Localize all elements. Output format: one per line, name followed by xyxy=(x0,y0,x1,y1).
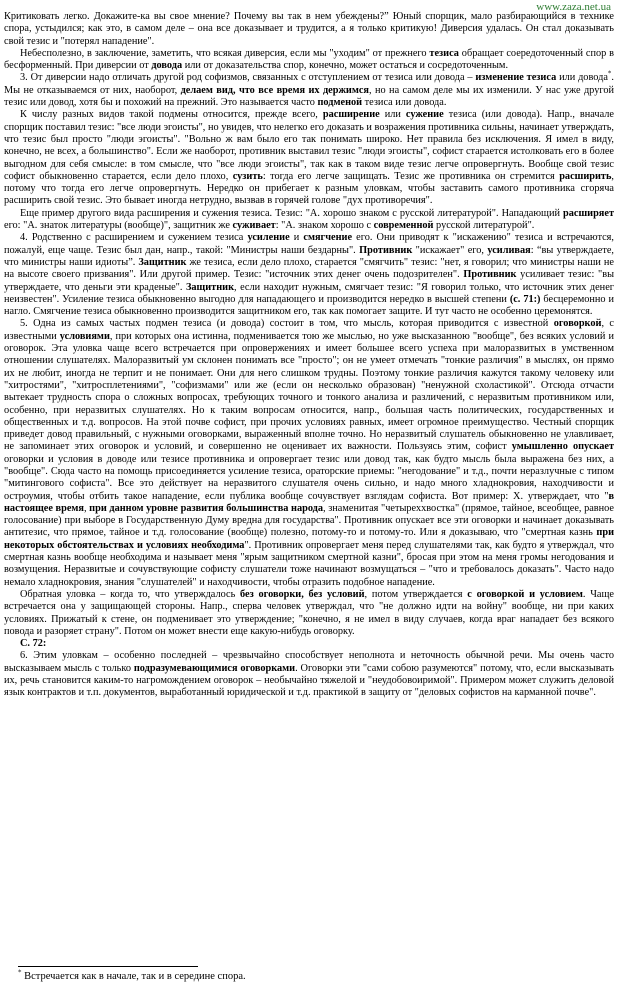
text-run: бесцеремонно и нагло. Смягчение тезиса обыкновенно производится защитником его, так как помогает защите. И тут часто не особенно церемонятся. xyxy=(4,293,614,318)
bold-run: подменой xyxy=(317,97,363,109)
text-run: : “вы утверждаете, что министры наши идиоты”. xyxy=(4,244,614,268)
bold-run: (с. 71:) xyxy=(509,293,541,305)
bold-run: в настоящее время xyxy=(4,490,614,514)
bold-run: делаем вид, что все время их держимся xyxy=(180,84,369,96)
bold-run: Защитник xyxy=(185,281,235,293)
text-run: оговорки и условия в доводе или тезисе противника и опровергает тезис или довод так, как будто мысль была выражена без них, а "вообще". Сюда часто на помощь присоединяется усиление тезиса, ораторские приемы: "негодование" и т.д., почти неразлучные с типом "митингового софиста". Все это действует на неразвитого слушателя очень сильно, и надо много хладнокровия, находчивости и остроумия, чтобы отбить такое нападение, если публика вообще сочувствует взглядам софиста. Вот пример: Х. утверждает, что " xyxy=(4,453,614,502)
paragraph-2 xyxy=(4,72,614,109)
text-run: , при которых она истинна, подменивается тою же мыслью, но уже высказанною "вообще", без всяких условий и оговорок. Эта уловка чаще всего встречается при опровержениях и имеет большее всего успеха при малоразвитых в умственном отношении слушателях. Малоразвитый ум склонен понимать все "просто"; он не умеет отмечать "тонкие различия" в мыслях, он прямо их не любит, иногда не терпит и не понимает. Они для него слишком трудны. Поэтому тонкие различия кажутся такому человеку или "хитростями", "хитросплетениями", "софизмами" или же (если он несколько образован) "ненужной схоластикой". Отсюда отчасти вытекает трудность спора о сложных вопросах, требующих точного и тонкого анализа и различений, с неразвитым противником или, особенно, при неразвитых слушателях. Но к таким вопросам относится, напр., большая часть политических, государственных и общественных и т.д. вопросов. На этой почве софист, при прочих условиях равных, имеет огромное преимущество. Честный спорщик приведет довод правильный, с нужными оговорками, выраженный вполне точно. Но неразвитый слушатель обыкновенно не улавливает, не запоминает этих оговорок и условий, и совершенно не оценивает их важности. Пользуясь этим, софист xyxy=(4,330,614,453)
text-run: . Оговорки эти "сами собою разумеются" потому, что, если высказывать их, речь становится каким-то нагромождением оговорок – необычайно тяжелой и "неудобовоиримой". Примером может служить деловой язык контрактов и т.п. документов, выработанный юридической и т.д. практикой в защиту от "деловых софистов на карманной почве". xyxy=(4,662,615,699)
bold-run: тезиса xyxy=(429,47,459,59)
bold-run: сузить xyxy=(232,170,263,182)
text-run: тезиса (или довода). Напр., вначале спорщик поставил тезис: "все люди эгоисты", но увидев, что нелегко его доказать и возражения противника сильны, начинает утверждать, что тезис был просто "люди эгоисты". "Вольно ж вам было его так понимать широко. Нет правила без исключения. Я имел в виду, конечно, не всех, а большинство". Если же наоборот, противник выставил тезис "люди эгоисты", софист старается истолковать его в более выгодном для себя смысле: в том смысле, что "все люди эгоисты", так как в таком виде тезис легче опровергнуть. Вообще свой тезис софист обыкновенно старается, если дело плохо, xyxy=(4,109,614,182)
text-run: русской литературой". xyxy=(433,220,535,232)
footnote-text: Встречается как в начале, так и в середине спора. xyxy=(21,971,246,982)
paragraph-5 xyxy=(4,232,614,318)
paragraph-3 xyxy=(4,109,614,207)
bold-run: усиливая xyxy=(487,244,531,256)
text-run: Небесполезно, в заключение, заметить, что всякая диверсия, если мы "уходим" от прежнего xyxy=(20,47,430,59)
text-run: или довода xyxy=(556,72,608,84)
footnote-mark: * xyxy=(18,968,22,977)
text-run: его. Они приводят к "искажению" тезиса и встречаются, пожалуй, еще чаще. Тезис был дан, напр., такой: "Министры наши бездарны". xyxy=(4,232,614,256)
page-text xyxy=(4,11,614,700)
text-run: "искажает" его, xyxy=(412,244,488,256)
text-run: , xyxy=(83,502,90,514)
text-run: 3. От диверсии надо отличать другой род софизмов, связанных с отступлением от тезиса или довода – xyxy=(20,72,476,84)
bold-run: без оговорки, без условий xyxy=(240,588,365,600)
text-run: его: "А. знаток литературы (вообще)", защитник же xyxy=(4,220,233,232)
text-run: 6. Этим уловкам – особенно последней – чрезвычайно способствует неполнота и неточность обычной речи. Мы очень часто высказываем мысль с только xyxy=(4,650,614,674)
footnote-ref: * xyxy=(607,70,612,79)
text-run: Еще пример другого вида расширения и сужения тезиса. Тезис: "А. хорошо знаком с русской литературой". Нападающий xyxy=(20,207,563,219)
bold-run: оговоркой xyxy=(553,318,602,330)
bold-run: расширяет xyxy=(563,207,614,219)
text-run: , потом утверждается xyxy=(364,588,468,600)
text-run: же тезиса, если дело плохо, старается "смягчить" тезис: "нет, я говорил; что министры наши не на высоте своего призвания". Или другой пример. Тезис: "источник этих денег очень подозрителен". xyxy=(4,256,614,281)
bold-run: изменение тезиса xyxy=(475,72,557,84)
text-run: или xyxy=(379,109,406,121)
text-run: и xyxy=(289,232,304,244)
text-run: : "А. знаком хорошо с xyxy=(275,220,374,232)
paragraph-9 xyxy=(4,650,614,699)
text-run: . Чаще встречается она у защищающей стороны. Напр., сперва человек утверждал, что "не должно идти на войну" вообще, ни при каких условиях. Прижатый к стене, он подменивает это утверждение; "конечно, я не имел в виду случаев, когда враг нападает без всякого повода и разоряет страну". Потом он может внести еще какую-нибудь оговорку. xyxy=(4,588,614,637)
paragraph-6 xyxy=(4,318,614,589)
bold-run: умышленно опускает xyxy=(511,441,615,453)
paragraph-1 xyxy=(4,48,614,73)
text-run: , знаменитая "четыреххвостка" (прямое, тайное, всеобщее, равное голосование) при выборе в Государственную Думу вредна для государства". Противник опускает все эти оговорки и начинает доказывать антитезис, что прямое, тайное и т.д. голосование (вообще) полезно, потому-то и потому-то. Или я доказываю, что "смертная казнь xyxy=(4,502,614,539)
paragraph-7 xyxy=(4,589,614,638)
text-run: . Мы не отказываемся от них, наоборот, xyxy=(4,72,614,96)
text-run: , потому что тогда его легче опровергнуть. Нередко он прибегает к разным уловкам, чтобы заставить самого противника сгоряча расширить свой тезис. Это бывает иногда нетрудно, вызвав в горячей голове "дух противоречия". xyxy=(4,170,614,207)
text-run: , если находит нужным, смягчает тезис: "Я говорил только, что источник этих денег неизвестен". Усиление тезиса обыкновенно выгодно для нападающего и производится нередко в высшей степени xyxy=(4,281,614,305)
text-run: , с известными xyxy=(4,318,614,342)
text-run: Критиковать легко. Докажите-ка вы свое мнение? Почему вы так в нем убеждены?” Юный спорщик, мало разбирающийся в технике спора, устыдился; как это, в самом деле – она все доказывает и трудится, а я только критикую! Диверсия удалась. Он стал доказывать свой тезис и "потерял нападение". xyxy=(4,11,614,47)
footnote xyxy=(18,968,246,983)
bold-run: с оговоркой и условием xyxy=(467,588,583,600)
bold-run: Защитник xyxy=(138,256,187,268)
text-run: усиливает тезис: "вы утверждаете, что деньги эти краденые". xyxy=(4,269,614,293)
bold-run: подразумевающимися оговорками xyxy=(133,662,296,674)
bold-run: расширить xyxy=(559,170,612,182)
bold-run: сужение xyxy=(405,109,444,121)
text-run: К числу разных видов такой подмены относится, прежде всего, xyxy=(20,109,323,121)
text-run: ". Противник опровергает меня перед слушателями так, как будто я утверждал, что смертная казнь вообще необходима и называет меня "ярым защитником смертной казни", бросая при этом на меня громы негодования и возмущения. Неразвитые и сочувствующие софисту слушатели тоже начинают возмущаться – "что и требовалось доказать". Часто надо немало хладнокровия, знания "слушателей" и находчивости, чтобы отразить подобное нападение. xyxy=(4,539,614,588)
bold-run: Противник xyxy=(359,244,413,256)
bold-run: современной xyxy=(373,220,434,232)
bold-run: условиями xyxy=(59,330,110,342)
site-url: www.zaza.net.ua xyxy=(536,1,611,13)
bold-run: Противник xyxy=(463,269,517,281)
text-run: : тогда его легче защищать. Тезис же противника он стремится xyxy=(262,170,560,182)
text-run: , но на самом деле мы их изменили. У нас уже другой тезис или довод, хотя бы и похожий на прежний. Это называется часто xyxy=(4,84,614,109)
text-run: обращает соередоточенный спор в бесформенный. При диверсии от xyxy=(4,47,614,72)
bold-run: смягчение xyxy=(303,232,353,244)
paragraph-0 xyxy=(4,11,614,48)
page-marker xyxy=(4,638,614,650)
text-run: Обратная уловка – когда то, что утверждалось xyxy=(20,588,241,600)
footnote-divider xyxy=(18,966,198,967)
text-run: тезиса или довода. xyxy=(362,97,447,109)
bold-run: довода xyxy=(151,60,183,72)
bold-run: С. 72: xyxy=(20,638,47,650)
bold-run: расширение xyxy=(322,109,380,121)
bold-run: при данном уровне развития большинства народа xyxy=(89,502,324,514)
text-run: или от доказательства спор, конечно, может остаться и сосредоточенным. xyxy=(182,60,509,72)
text-run: 4. Родственно с расширением и сужением тезиса xyxy=(20,232,248,244)
text-run: 5. Одна из самых частых подмен тезиса (и довода) состоит в том, что мысль, которая приводится с известной xyxy=(20,318,554,330)
bold-run: при некоторых обстоятельствах и условиях необходима xyxy=(4,527,614,551)
bold-run: усиление xyxy=(247,232,290,244)
bold-run: суживает xyxy=(232,220,276,232)
paragraph-4 xyxy=(4,208,614,233)
